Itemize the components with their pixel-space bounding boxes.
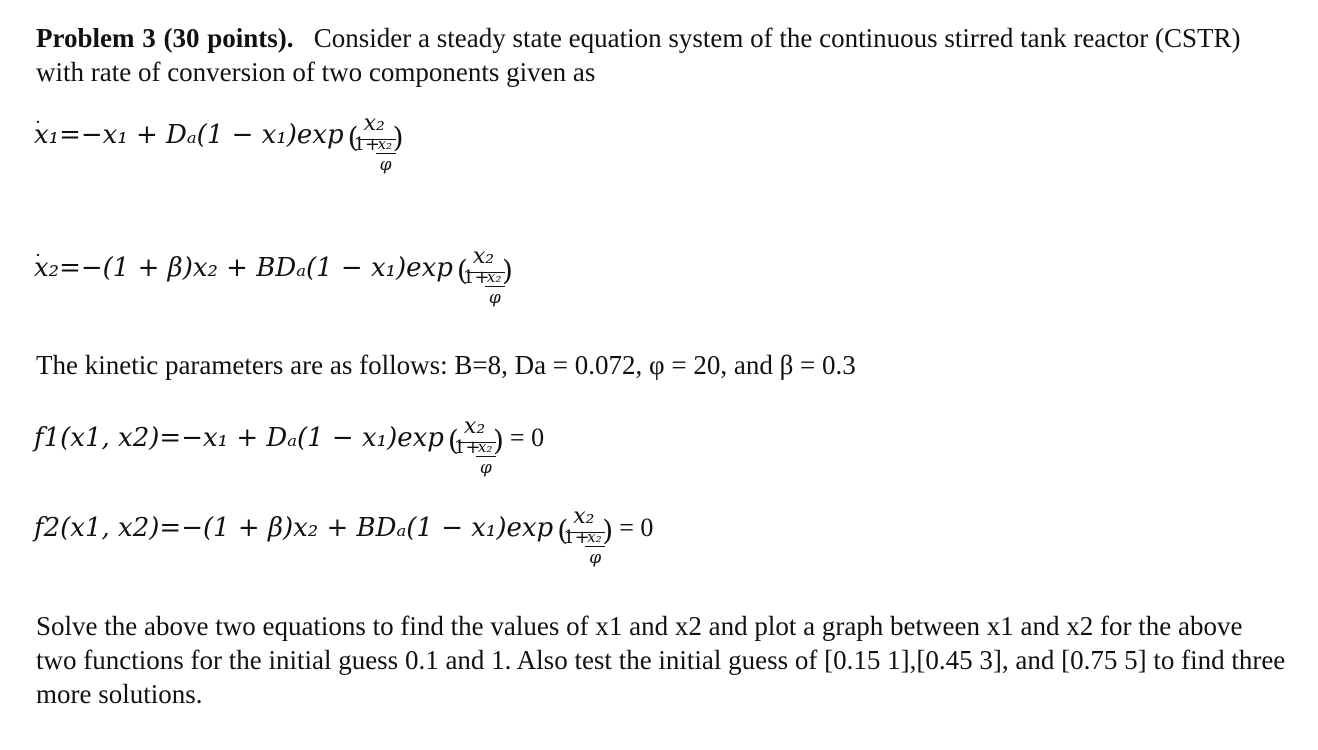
equation-equals-zero: = 0 (509, 423, 545, 452)
fraction-numerator: x₂ (573, 504, 595, 529)
equation-lhs: f1(x1, x2)= (34, 423, 182, 453)
equation-lhs (34, 248, 81, 288)
fraction-numerator: x₂ (363, 111, 385, 136)
exp-argument-fraction: ( x₂ 1+ x₂ φ ) (447, 414, 504, 478)
equation-x2-dot (34, 244, 513, 318)
equation-rhs: −x₁ + Dₐ(1 − x₁)exp (80, 120, 344, 150)
fraction-numerator: x₂ (472, 244, 495, 269)
exp-argument-fraction: ( x₂ 1+ x₂ φ ) (456, 244, 513, 308)
equation-lhs (34, 115, 81, 155)
fraction-denominator-prefix: 1+ (453, 437, 481, 458)
inner-fraction-denominator: φ (488, 288, 501, 308)
problem-intro: Consider a steady state equation system of the continuous stirred tank reactor (CSTR) with rate of conversion of two components given as (36, 23, 1241, 87)
kinetic-parameters: The kinetic parameters are as follows: B=8, Da = 0.072, φ = 20, and β = 0.3 (36, 350, 856, 380)
inner-fraction-denominator: φ (379, 155, 392, 175)
problem-label: Problem 3 (30 points). (36, 23, 294, 53)
fraction-denominator-prefix: 1+ (353, 134, 381, 155)
equation-lhs-text: x₁= (34, 120, 81, 150)
inner-fraction-numerator: x₂ (377, 135, 393, 153)
inner-fraction-numerator: x₂ (477, 438, 493, 456)
task-instructions: Solve the above two equations to find the values of x1 and x2 and plot a graph between x1 and x2 for the above two functions for the initial guess 0.1 and 1. Also test the initial guess of [0.15 1],[0.45 3], and [0.75 5] to find three more solutions. (36, 611, 1286, 709)
inner-fraction-denominator: φ (479, 458, 492, 478)
equation-lhs: f2(x1, x2)= (34, 513, 182, 543)
fraction-numerator: x₂ (463, 414, 486, 439)
exp-argument-fraction: ( x₂ 1+ x₂ φ ) (347, 111, 404, 175)
fraction-denominator-prefix: 1+ (462, 267, 490, 288)
exp-argument-fraction: ( x₂ 1+ x₂ φ ) (557, 504, 614, 568)
equation-rhs: −(1 + β)x₂ + BDₐ(1 − x₁)exp (80, 253, 453, 283)
inner-fraction-numerator: x₂ (587, 528, 602, 546)
problem-statement (36, 21, 1286, 89)
inner-fraction-numerator: x₂ (486, 268, 502, 286)
inner-fraction-denominator: φ (589, 548, 602, 568)
equation-rhs: −x₁ + Dₐ(1 − x₁)exp (181, 423, 444, 453)
equation-lhs-text: x₂= (34, 253, 81, 283)
equation-equals-zero: = 0 (619, 513, 654, 542)
equation-f2 (34, 504, 654, 578)
equation-rhs: −(1 + β)x₂ + BDₐ(1 − x₁)exp (181, 513, 554, 543)
equation-x1-dot (34, 111, 404, 185)
equation-f1 (34, 414, 545, 488)
fraction-denominator-prefix: 1+ (563, 527, 590, 548)
